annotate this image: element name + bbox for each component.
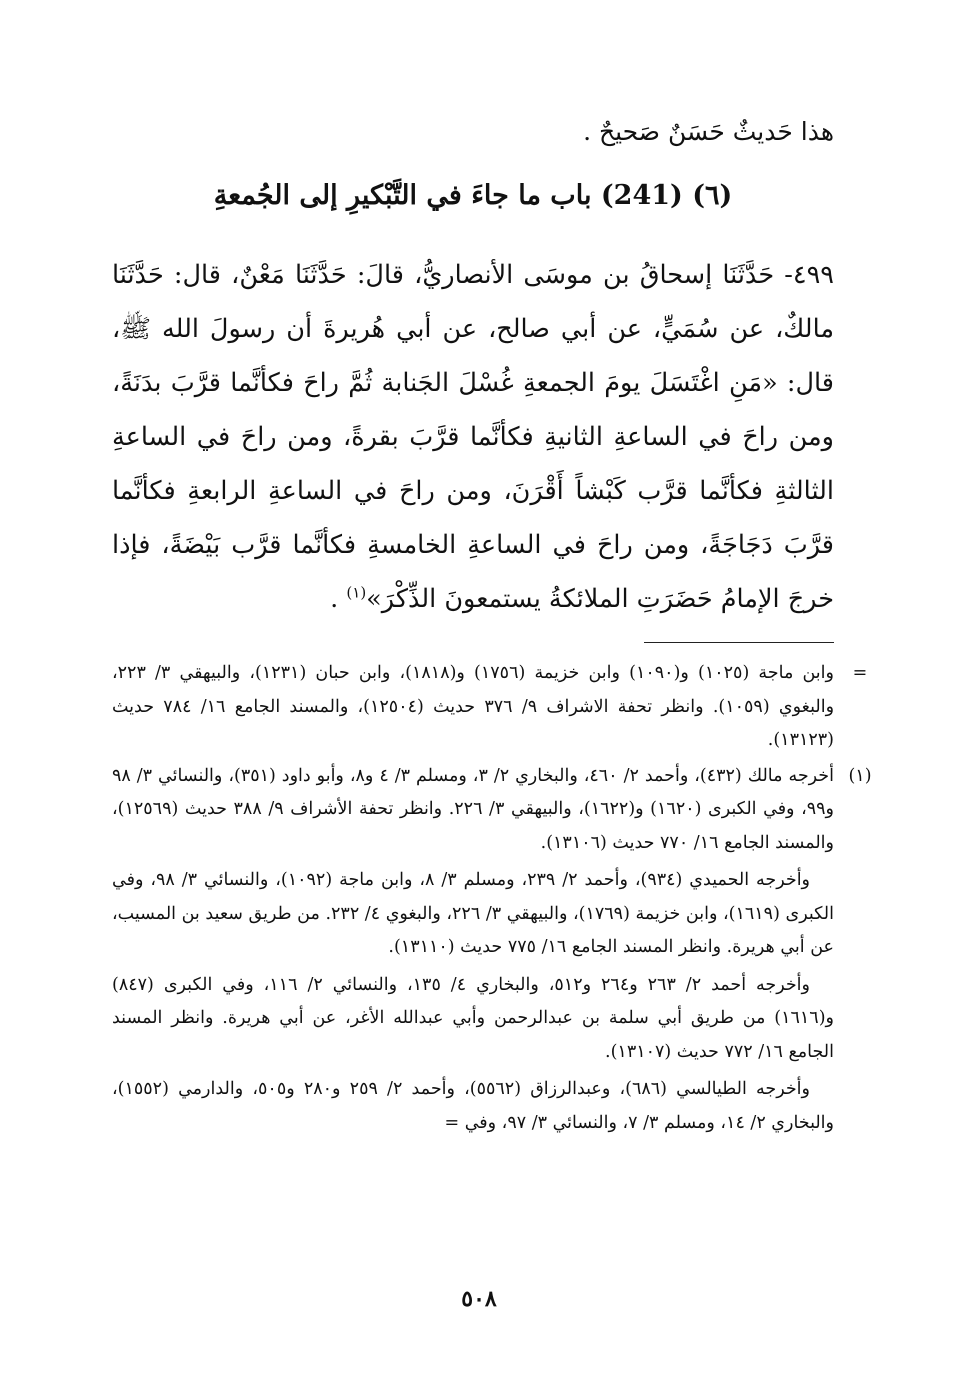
hadith-text: حَدَّثَنَا إسحاقُ بن موسَى الأنصاريُّ، قالَ: حَدَّثَنَا مَعْنٌ، قال: حَدَّثَنَا مالكٌ، عن سُمَيٍّ، عن أبي صالح، عن أبي هُريرةَ أن رسولَ الله ﷺ، قال: «مَنِ اغْتَسَلَ يومَ الجمعةِ غُسْلَ الجَنابة ثُمَّ راحَ فكأنَّما قرَّبَ بدَنَةً، ومن راحَ في الساعةِ الثانيةِ فكأنَّما قرَّبَ بقرةً، ومن راحَ في الساعةِ الثالثةِ فكأنَّما قرَّب كَبْشاً أَقْرَنَ، ومن راحَ في الساعةِ الرابعةِ فكأنَّما قرَّبَ دَجَاجَةً، ومن راحَ في الساعةِ الخامسةِ فكأنَّما قرَّب بَيْضَةً، فإذا خرجَ الإمامُ حَضَرَتِ الملائكةُ يستمعونَ الذِّكْرَ» xyxy=(112,260,834,614)
footnote-paragraph: أخرجه مالك (٤٣٢)، وأحمد ٢/ ٤٦٠، والبخاري ٢/ ٣، ومسلم ٣/ ٤ و٨، وأبو داود (٣٥١)، والنسائي ٣/ ٩٨ و٩٩، وفي الكبرى (١٦٢٠) و(١٦٢٢)، والبيهقي ٣/ ٢٢٦. وانظر تحفة الأشراف ٩/ ٣٨٨ حديث (١٢٥٦٩)، والمسند الجامع ١٦/ ٧٧٠ حديث (١٣١٠٦). xyxy=(112,765,834,853)
footnotes xyxy=(112,657,872,1140)
footnote-paragraph: وأخرجه أحمد ٢/ ٢٦٣ و٢٦٤ و٥١٢، والبخاري ٤/ ١٣٥، والنسائي ٢/ ١١٦، وفي الكبرى (٨٤٧) و(١٦١٦) من طريق أبي سلمة بن عبدالرحمن وأبي عبدالله الأغر، عن أبي هريرة. وانظر المسند الجامع ١٦/ ٧٧٢ حديث (١٣١٠٧). xyxy=(112,974,834,1062)
hadith-paragraph xyxy=(112,248,834,626)
hadith-number: ٤٩٩- xyxy=(784,260,834,290)
footnote-divider xyxy=(644,642,834,643)
footnote-continuation xyxy=(112,657,868,758)
footnote-continuation-text: وابن ماجة (١٠٢٥) و(١٠٩٠) وابن خزيمة (١٧٥٦) و(١٨١٨)، وابن حبان (١٢٣١)، والبيهقي ٣/ ٢٢٣، والبغوي (١٠٥٩). وانظر تحفة الاشراف ٩/ ٣٧٦ حديث (١٢٥٠٤)، والمسند الجامع ١٦/ ٧٨٤ حديث (١٣١٢٣). xyxy=(112,663,835,750)
hadith-end: . xyxy=(330,584,347,614)
footnote-1-marker: (١) xyxy=(848,765,872,786)
intro-text: هذا حَديثٌ حَسَنٌ صَحيحٌ . xyxy=(583,117,834,146)
footnote-1 xyxy=(112,760,872,1141)
continuation-mark: = xyxy=(852,663,868,683)
chapter-heading: (٦) (241) باب ما جاءَ في التَّبْكيرِ إلى الجُمعةِ xyxy=(213,180,733,211)
footnote-paragraph: وأخرجه الحميدي (٩٣٤)، وأحمد ٢/ ٢٣٩، ومسلم ٣/ ٨، وابن ماجة (١٠٩٢)، والنسائي ٣/ ٩٨، وفي الكبرى (١٦١٩)، وابن خزيمة (١٧٦٩)، والبيهقي ٣/ ٢٢٦، والبغوي ٤/ ٢٣٢. من طريق سعيد بن المسيب، عن أبي هريرة. وانظر المسند الجامع ١٦/ ٧٧٥ حديث (١٣١١٠). xyxy=(112,870,834,957)
hadith-footnote-ref: (١) xyxy=(346,583,367,602)
page-body xyxy=(112,112,872,1140)
footnote-paragraph: وأخرجه الطيالسي (٦٨٦)، وعبدالرزاق (٥٥٦٢)، وأحمد ٢/ ٢٥٩ و٢٨٠ و٥٠٥، والدارمي (١٥٥٢)، والبخاري ٢/ ١٤، ومسلم ٣/ ٧، والنسائي ٣/ ٩٧، وفي = xyxy=(112,1079,834,1133)
page-number: ٥٠٨ xyxy=(461,1286,497,1312)
